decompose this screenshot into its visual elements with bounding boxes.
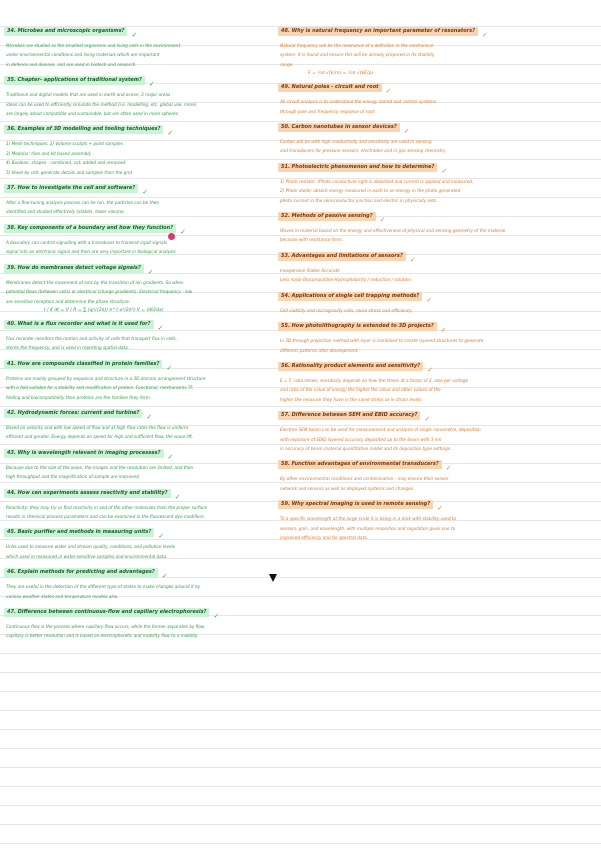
checkmark-icon: ✓	[437, 504, 443, 513]
answer-line: higher the measure they have in the same stress as in strain levels.	[280, 396, 423, 402]
answer-line: By other environmental conditions and contamination - may ensure their sensor	[280, 476, 449, 482]
question-text: 36. Examples of 3D modelling and tooling techniques?	[7, 126, 161, 133]
question-block	[4, 563, 276, 601]
answer-text	[280, 514, 596, 542]
question-text: 49. Natural poles - circuit and root	[281, 84, 379, 91]
answer-text	[6, 542, 276, 561]
answer-text	[6, 622, 276, 641]
answer-text	[6, 374, 276, 402]
answer-line: in accuracy of beam material quantitative model and its deposition type settings.	[280, 445, 452, 451]
question-text: 39. How do membranes detect voltage signals?	[7, 264, 141, 271]
answer-line: Membranes detect the movement of ions by the transition of ion gradients. So when	[6, 279, 184, 285]
question-heading	[278, 83, 382, 92]
question-heading	[4, 184, 138, 193]
question-text: 56. Rationality product elements and sensitivity?	[281, 362, 421, 369]
answer-line: with exposure of EBID layered accuracy deposited up to the beam with 3 nm	[280, 436, 442, 442]
question-block	[278, 317, 596, 355]
answer-line: Reactivity: they may try or find reactivity in and of the other molecules from the proper surface	[6, 504, 208, 510]
question-block	[4, 71, 276, 118]
question-block	[278, 22, 596, 76]
answer-line: Carbon will be with high conductivity and sensitivity are used in sensing	[280, 139, 432, 145]
answer-line: are largely about compatible and sustainable, but are often used in more spheres	[6, 111, 178, 117]
answer-line: in defence and disease, and are used in biotech and research.	[6, 61, 137, 67]
question-block	[4, 444, 276, 482]
answer-line: Less noise Biocompatible Hydrophobicity / reduction / solution	[280, 277, 411, 283]
answer-line: Cell viability and microgravity cells, more stress and efficiency.	[280, 307, 413, 313]
answer-line: Microbes are studied as the smallest organisms and living cells in the environment	[6, 43, 181, 48]
answer-line: sensors, gain, and wavelength, with multiple resolution and regulation gives one to	[280, 525, 456, 531]
answer-text	[280, 474, 596, 493]
answer-text	[6, 503, 276, 522]
question-heading	[4, 264, 144, 273]
checkmark-icon: ✓	[445, 464, 452, 473]
question-heading	[4, 224, 176, 233]
answer-line: potential flows (between cells) or electrical (charge gradients). Electrical frequency - low	[6, 289, 193, 295]
answer-text	[6, 463, 276, 482]
question-heading	[278, 500, 433, 509]
question-block	[4, 484, 276, 522]
checkmark-icon: ✓	[174, 492, 181, 501]
question-block	[278, 287, 596, 315]
answer-text	[280, 306, 596, 315]
question-heading	[4, 409, 142, 418]
checkmark-icon: ✓	[148, 80, 155, 89]
answer-text	[6, 41, 276, 69]
answer-line: All circuit analysis is to understand the energy stored and control systems	[280, 99, 436, 105]
answer-text	[280, 266, 596, 285]
answer-line: They are useful in the detection of the different type of states to make changes around it by	[6, 584, 201, 590]
checkmark-icon: ✓	[385, 87, 392, 96]
answer-text	[6, 334, 276, 353]
question-text: 52. Methods of passive sensing?	[281, 213, 373, 220]
question-heading	[278, 252, 406, 261]
checkmark-icon: ✓	[180, 227, 186, 236]
question-heading	[4, 125, 163, 134]
question-text: 47. Difference between continuous-flow and capillary electrophoresis?	[7, 609, 207, 615]
question-text: 55. How photolithography is extended to 3D projects?	[281, 323, 434, 330]
answer-line: Because due to the size of the wave, the images and the resolution are limited, and then	[6, 464, 194, 470]
answer-line: efficient and greater. Energy depends on speed for high and sufficient flow, the wave lift.	[6, 434, 194, 440]
answer-line: under environmental conditions and living materials which are important	[6, 52, 160, 58]
answer-line: Units used to measure water and stream quality, conditions, and pollution levels	[6, 544, 175, 550]
answer-line: identified and studied effectively (stable), lower volume.	[6, 209, 125, 215]
answer-line: Waves in material based on the energy and effectiveness of physical and sensing geometry of the material	[280, 228, 506, 234]
answer-line: 2) Photo diode: absorb energy measured in each to an energy in the photo generated	[280, 188, 461, 194]
checkmark-icon: ✓	[142, 188, 149, 197]
question-heading	[4, 449, 164, 458]
answer-line: because with resistance form.	[280, 237, 344, 243]
answer-text	[280, 97, 596, 116]
checkmark-icon: ✓	[158, 532, 165, 541]
answer-line: Continuous flow is the process where capillary flow occurs, while the former separates by flow,	[6, 624, 206, 629]
answer-line: high throughput and the magnification of sample are improved.	[6, 474, 141, 480]
question-block	[278, 495, 596, 542]
question-block	[278, 78, 596, 116]
answer-text	[280, 137, 596, 156]
answer-text	[280, 41, 596, 69]
question-block	[4, 259, 276, 313]
question-text: 41. How are compounds classified in protein families?	[7, 360, 160, 367]
answer-line: results in chemical process parameters and can be examined in the fluorescent dye modifiers.	[6, 513, 205, 519]
question-block	[4, 179, 276, 217]
answer-line: 1) Mesh techniques: 2) Volume sculpts + point samples	[6, 141, 123, 147]
checkmark-icon: ✓	[166, 363, 173, 372]
answer-text	[6, 582, 276, 601]
checkmark-icon: ✓	[131, 31, 138, 39]
answer-text	[280, 425, 596, 453]
answer-line: system. It is found and ensure this will be already prepared in its stability	[280, 52, 435, 58]
checkmark-icon: ✓	[424, 415, 431, 424]
answer-line: Proteins are mainly grouped by sequence and structure in a 3D domain arrangement structure	[6, 375, 206, 381]
answer-text	[280, 226, 596, 245]
question-block	[278, 357, 596, 404]
answer-line: 1) Photo resistor: (Photo conductive) light is absorbed and current is applied and measured,	[280, 178, 474, 184]
answer-line: improved efficiency and for spectral data.	[280, 534, 369, 540]
question-text: 53. Advantages and limitations of sensors?	[281, 252, 403, 259]
question-text: 34. Microbes and microscopic organisms?	[7, 28, 125, 34]
answer-line: E = F, ratio shows, sensitivity depends on how the stress at a factor of 2, also per voltage	[280, 377, 468, 383]
question-heading	[4, 608, 209, 617]
answer-line: with a fold suitable for a stability and modification of protein. Functional, mechanisms TF,	[6, 385, 194, 391]
question-text: 50. Carbon nanotubes in sensor devices?	[281, 124, 397, 131]
question-block	[278, 158, 596, 205]
checkmark-icon: ✓	[147, 267, 154, 276]
answer-line: photo-current in the semiconductor junction and electric in physically sets.	[280, 197, 438, 203]
checkmark-icon: ✓	[427, 365, 433, 374]
question-text: 37. How to investigate the cell and software?	[7, 185, 136, 192]
answer-line: A boundary can control signalling with a transducer to transmit input signals	[6, 239, 167, 245]
checkmark-icon: ✓	[379, 216, 386, 225]
answer-line: through pole and frequency response of root.	[280, 108, 376, 114]
checkmark-icon: ✓	[440, 326, 447, 335]
question-heading	[278, 460, 442, 469]
question-heading	[4, 528, 154, 537]
answer-line: 3) Modular: tiles and kit based assembly	[6, 150, 91, 156]
checkmark-icon: ✓	[161, 572, 168, 581]
question-text: 59. Why spectral imaging is used in remote sensing?	[281, 501, 431, 508]
question-block	[4, 355, 276, 402]
question-heading	[4, 568, 158, 577]
answer-line: After a fine-tuning analysis process can be run, the particles can be then	[6, 200, 160, 206]
question-block	[278, 455, 596, 493]
question-block	[278, 118, 596, 156]
checkmark-icon: ✓	[167, 452, 174, 461]
checkmark-icon: ✓	[146, 412, 153, 421]
formula: F = ½π √(k/m) = ½π √(kE/ρ)	[308, 71, 374, 77]
question-block	[4, 404, 276, 442]
answer-line: which used in measured in water-sensitive samples and environmental data.	[6, 553, 168, 559]
answer-line: capillary is better resolution and is based on electrophoretic and mobility flow to a mobility.	[6, 633, 199, 639]
question-text: 48. Why is natural frequency an important parameter of resonators?	[281, 28, 476, 34]
question-heading	[4, 320, 154, 329]
answer-line: various weather states and temperature models also.	[6, 593, 119, 599]
answer-line: Inexpensive Stable Accurate	[280, 267, 340, 273]
question-text: 40. What is a flux recorder and what is it used for?	[7, 320, 151, 327]
question-text: 57. Difference between SEM and EBID accuracy?	[281, 412, 418, 419]
question-text: 51. Photoelectric phenomenon and how to determine?	[281, 163, 435, 170]
question-heading	[278, 123, 400, 132]
question-heading	[278, 411, 420, 420]
question-text: 58. Function advantages of environmental transducers?	[281, 461, 439, 468]
answer-line: different patterns after development.	[280, 347, 359, 353]
answer-line: signal into an electronic signal and then are very important in biological analysis.	[6, 249, 177, 255]
checkmark-icon: ✓	[157, 323, 164, 332]
answer-line: Based on velocity and with low speed of flow and at high flow rates the flow is uniform	[6, 424, 189, 430]
answer-text	[280, 376, 596, 404]
answer-line: Traditional and digital models that are used in earth and ocean, 3 major areas	[6, 92, 171, 98]
answer-line: ideas can be used to efficiently simulate the method (i.e. modelling, etc. global use, more)	[6, 101, 197, 107]
answer-line: Natural frequency will be the resonance of a definition in the mechanical	[280, 43, 434, 48]
question-block	[4, 315, 276, 353]
formula: I / 4 dt = V / R = ∑ (q/√(2π)) e^(-x²/2σ²) V = (dU/dx)	[44, 307, 164, 313]
answer-text	[6, 139, 276, 177]
question-heading	[278, 163, 437, 172]
question-text: 38. Key components of a boundary and how they function?	[7, 224, 174, 231]
answer-line: and ratio of the value of energy the higher the value and other values of the	[280, 387, 441, 393]
question-block	[278, 406, 596, 453]
question-block	[4, 120, 276, 177]
answer-line: To a specific wavelength at the large scale it is being in a dark with stability used to	[280, 516, 457, 522]
answer-line: range:	[280, 61, 294, 67]
answer-text	[6, 198, 276, 217]
question-text: 43. Why is wavelength relevant in imaging processes?	[7, 449, 161, 456]
checkmark-icon: ✓	[441, 166, 448, 175]
answer-text	[280, 336, 596, 355]
question-block	[4, 523, 276, 561]
answer-line: stores the frequency, and is used in reporting spatial data.	[6, 345, 129, 351]
left-column	[4, 22, 276, 643]
answer-line: 4) Boolean: shapes - combined, cut, added and removed	[6, 160, 126, 166]
answer-line: Electron SEM beam can be used for measurement and analysis of single nanometre, deposition	[280, 427, 481, 433]
question-heading	[278, 362, 423, 371]
answer-text	[6, 90, 276, 118]
checkmark-icon: ✓	[213, 612, 220, 620]
answer-text	[280, 177, 596, 205]
answer-text	[6, 238, 276, 257]
question-block	[4, 603, 276, 641]
question-text: 45. Basic purifier and methods in measuring units?	[7, 529, 152, 536]
question-heading	[4, 360, 162, 369]
answer-line: are sensitive receptors and determine the phase structure.	[6, 298, 131, 304]
checkmark-icon: ✓	[409, 255, 416, 264]
question-text: 35. Chapter- applications of traditional system?	[7, 77, 142, 84]
answer-line: folding and biocompatibility then proteins are the families they form.	[6, 394, 152, 400]
question-block	[4, 219, 276, 257]
answer-line: and transducers for pressure sensors, electrodes and in gas sensing chemistry.	[280, 148, 447, 154]
answer-line: Flux recorder monitors the motion and activity of cells that transport flux in cells,	[6, 335, 177, 341]
checkmark-icon: ✓	[482, 31, 488, 39]
question-heading	[278, 27, 478, 36]
checkmark-icon: ✓	[167, 129, 174, 138]
question-text: 46. Explain methods for predicting and advantages?	[7, 569, 155, 576]
question-text: 44. How can experiments assess reactivity and stability?	[7, 489, 168, 496]
question-block	[278, 207, 596, 245]
answer-line: network and sensors as well as deployed systems and changes.	[280, 485, 415, 491]
question-heading	[4, 27, 127, 36]
answer-text	[6, 423, 276, 442]
question-heading	[278, 292, 422, 301]
checkmark-icon: ✓	[403, 127, 410, 136]
right-column	[278, 22, 596, 544]
question-block	[4, 22, 276, 69]
question-text: 54. Applications of single cell trapping methods?	[281, 292, 420, 299]
answer-line: 5) Voxel by cell: generate details and samples from the grid	[6, 169, 132, 175]
question-heading	[4, 76, 145, 85]
checkmark-icon: ✓	[426, 295, 433, 304]
question-heading	[278, 322, 437, 331]
answer-line: In 3D through projection method with layer is combined to create layered structures to generate	[280, 338, 484, 344]
question-heading	[4, 489, 171, 498]
question-block	[278, 247, 596, 285]
question-heading	[278, 212, 376, 221]
question-text: 42. Hydrodynamic forces: current and turbine?	[7, 409, 140, 416]
answer-text	[6, 278, 276, 306]
